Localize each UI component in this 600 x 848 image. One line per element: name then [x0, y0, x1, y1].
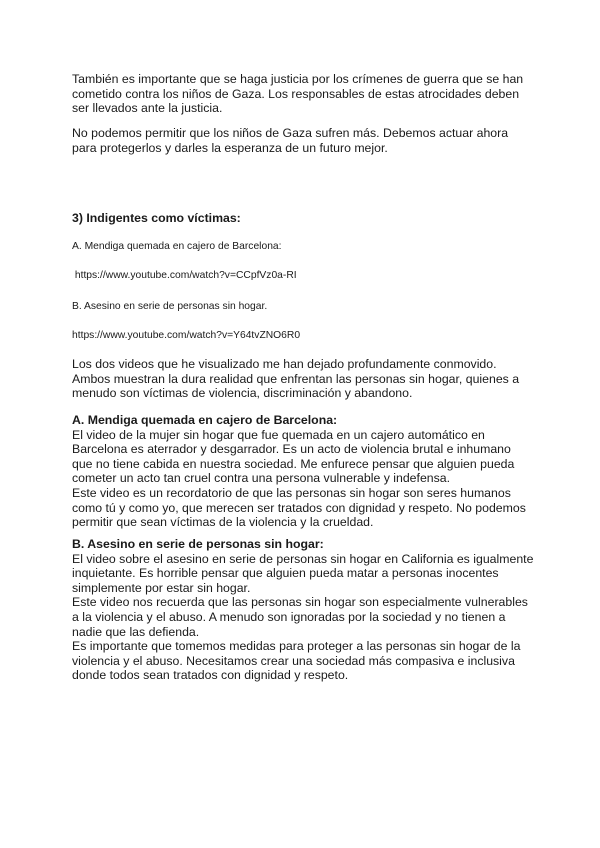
subsection-b-heading: B. Asesino en serie de personas sin hogar: [72, 537, 324, 551]
item-a-label: A. Mendiga quemada en cajero de Barcelona: [72, 241, 282, 252]
item-b-link[interactable]: https://www.youtube.com/watch?v=Y64tvZNO6R0 [72, 330, 301, 341]
subsection-a: A. Mendiga quemada en cajero de Barcelona: El video de la mujer sin hogar que fue quemada en un cajero automático en Barcelona es aterrador y desgarrador. Es un acto de violencia brutal e inhumano que no tiene cabida en nuestra sociedad. Me enfurece pensar que alguien pueda cometer un acto tan cruel contra una persona vulnerable y indefensa. Este video es un recordatorio de que las personas sin hogar son seres humanos como tú y como yo, que merecen ser tratados con dignidad y respeto. No podemos permitir que sean víctimas de la violencia y la crueldad. [72, 413, 532, 530]
summary-paragraph: Los dos videos que he visualizado me han dejado profundamente conmovido. Ambos muestran la dura realidad que enfrentan las personas sin hogar, quienes a menudo son víctimas de violencia, discriminación y abandono. [72, 357, 520, 401]
section-heading: 3) Indigentes como víctimas: [72, 211, 241, 225]
subsection-a-heading: A. Mendiga quemada en cajero de Barcelona: [72, 413, 338, 427]
item-b-label: B. Asesino en serie de personas sin hogar. [72, 301, 268, 312]
intro-paragraph-2: No podemos permitir que los niños de Gaza sufren más. Debemos actuar ahora para protegerlos y darles la esperanza de un futuro mejor. [72, 126, 509, 155]
subsection-b: B. Asesino en serie de personas sin hogar: El video sobre el asesino en serie de personas sin hogar en California es igualmente inquietante. Es horrible pensar que alguien pueda matar a personas inocentes simplemente por estar sin hogar. Este video nos recuerda que las personas sin hogar son especialmente vulnerables a la violencia y el abuso. A menudo son ignoradas por la sociedad y no tienen a nadie que las defienda. Es importante que tomemos medidas para proteger a las personas sin hogar de la violencia y el abuso. Necesitamos crear una sociedad más compasiva e inclusiva donde todos sean tratados con dignidad y respeto. [72, 537, 534, 683]
item-a-link[interactable]: https://www.youtube.com/watch?v=CCpfVz0a-RI [72, 270, 297, 281]
intro-paragraph-1: También es importante que se haga justicia por los crímenes de guerra que se han cometido contra los niños de Gaza. Los responsables de estas atrocidades deben ser llevados ante la justicia. [72, 72, 524, 116]
